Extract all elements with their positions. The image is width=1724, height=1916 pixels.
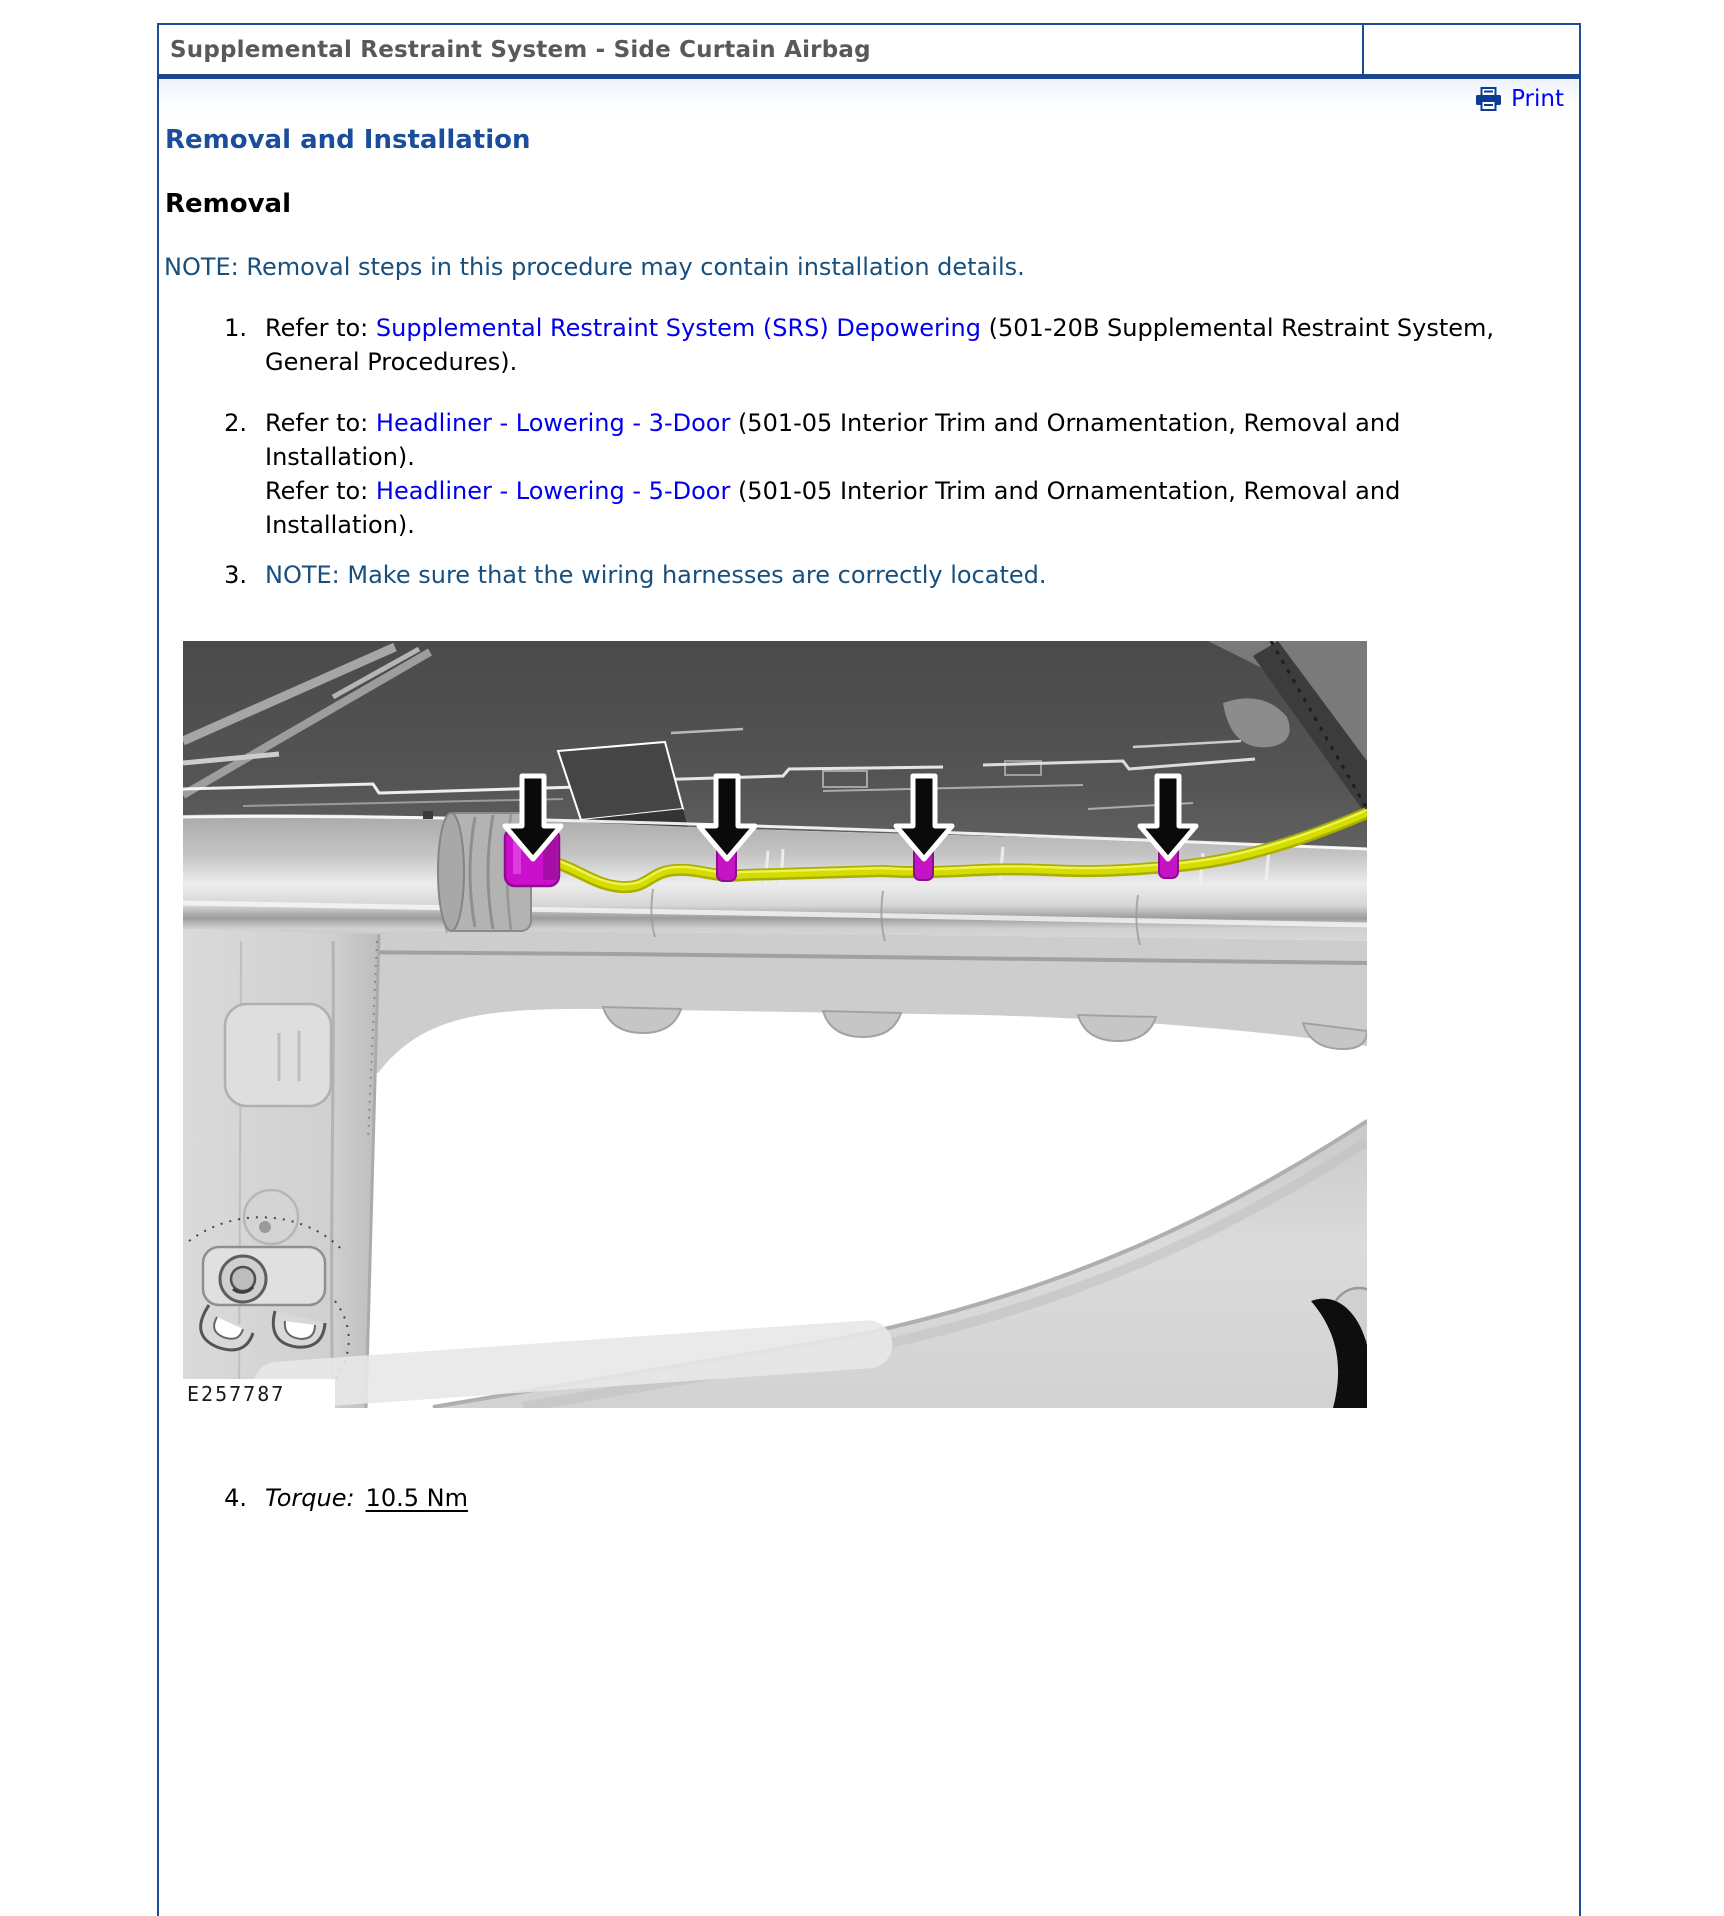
step-2 bbox=[159, 406, 1559, 542]
pillar-grommet-hole bbox=[259, 1221, 271, 1233]
header-side-cell bbox=[1364, 25, 1579, 74]
page-title-cell bbox=[159, 25, 1364, 74]
roof-bracket bbox=[558, 742, 683, 820]
figure-illustration bbox=[183, 641, 1367, 1408]
step-number: 1. bbox=[224, 314, 247, 342]
refer-line-5door bbox=[265, 474, 1537, 542]
step-number: 3. bbox=[224, 561, 247, 589]
step-text-plain: (501-05 Interior Trim and Ornamentation, Removal and Installation). bbox=[265, 409, 1401, 471]
step-text-plain: (501-05 Interior Trim and Ornamentation, Removal and Installation). bbox=[265, 477, 1401, 539]
figure-code-label: E257787 bbox=[187, 1382, 286, 1406]
step-note-text: NOTE: Make sure that the wiring harnesses are correctly located. bbox=[265, 561, 1047, 589]
link-headliner-5door[interactable]: Headliner - Lowering - 5-Door bbox=[375, 477, 731, 505]
procedure-note: NOTE: Removal steps in this procedure may contain installation details. bbox=[164, 253, 1025, 281]
subsection-heading: Removal bbox=[165, 189, 292, 219]
step-text bbox=[265, 406, 1537, 542]
print-icon bbox=[1475, 87, 1502, 112]
section-heading: Removal and Installation bbox=[165, 125, 531, 155]
step-3 bbox=[159, 558, 1559, 592]
b-pillar-channel bbox=[332, 941, 334, 1408]
refer-line-3door bbox=[265, 406, 1537, 474]
step-number: 2. bbox=[224, 409, 247, 437]
step-number: 4. bbox=[224, 1484, 247, 1512]
page-title: Supplemental Restraint System - Side Curtain Airbag bbox=[170, 36, 871, 63]
torque-label: Torque: bbox=[265, 1484, 355, 1512]
print-label: Print bbox=[1511, 86, 1564, 112]
step-4 bbox=[159, 1481, 1559, 1515]
document-body bbox=[157, 79, 1581, 1916]
step-text-plain: Refer to: bbox=[265, 409, 376, 437]
link-srs-depowering[interactable]: Supplemental Restraint System (SRS) Depowering bbox=[375, 314, 981, 342]
step-text bbox=[265, 311, 1537, 379]
step-text-plain: (501-20B Supplemental Restraint System, General Procedures). bbox=[265, 314, 1495, 376]
link-headliner-3door[interactable]: Headliner - Lowering - 3-Door bbox=[375, 409, 731, 437]
page-header bbox=[157, 23, 1581, 79]
step-text-plain: Refer to: bbox=[265, 314, 376, 342]
print-button[interactable] bbox=[1475, 86, 1564, 112]
step-text bbox=[265, 1481, 1537, 1515]
step-text-plain: Refer to: bbox=[265, 477, 376, 505]
torque-value: 10.5 Nm bbox=[365, 1484, 468, 1512]
illustration-svg bbox=[183, 641, 1367, 1408]
step-1 bbox=[159, 311, 1559, 379]
pillar-grommet bbox=[244, 1190, 298, 1244]
